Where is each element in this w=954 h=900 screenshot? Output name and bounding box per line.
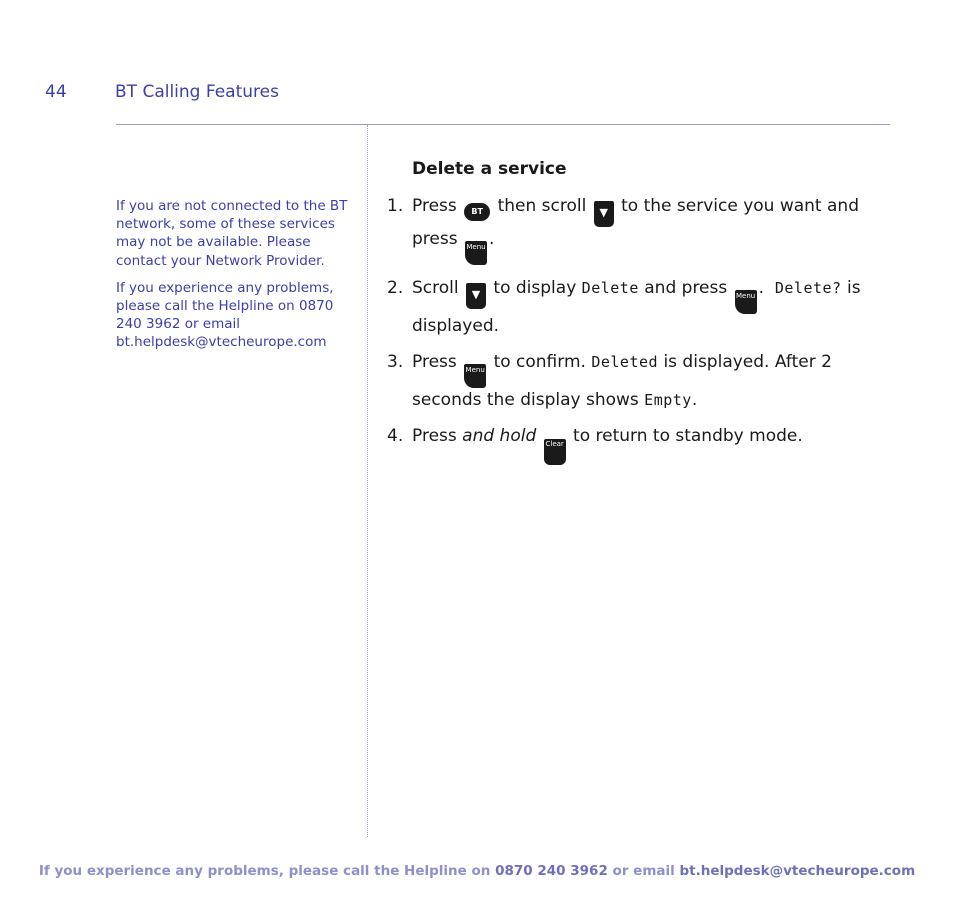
step-text: Scroll: [412, 278, 459, 298]
step-text: .: [758, 278, 765, 298]
clear-key-icon: Clear: [544, 439, 566, 465]
display-text: Empty: [644, 391, 692, 409]
step-1: [387, 194, 877, 265]
step-text: to confirm.: [493, 352, 586, 372]
helpline-phone: 0870 240 3962: [495, 863, 608, 879]
footer-helpline: [0, 863, 954, 879]
step-text: Press: [412, 426, 457, 446]
footer-text: If you experience any problems, please call the Helpline on: [38, 863, 491, 879]
menu-key-icon: Menu: [465, 241, 487, 265]
step-text: to return to standby mode.: [573, 426, 803, 446]
header-divider: [116, 124, 890, 125]
step-number: 1.: [387, 196, 404, 216]
sidebar-note-helpline: If you experience any problems, please call the Helpline on 0870 240 3962 or email bt.helpdesk@vtecheurope.com: [116, 279, 334, 351]
footer-text: or email: [612, 863, 675, 879]
sidebar-note-network: If you are not connected to the BT network, some of these services may not be available. Please contact your Network Provider.: [116, 198, 348, 269]
bt-key-icon: BT: [464, 203, 490, 221]
step-2: [387, 276, 877, 339]
step-number: 3.: [387, 352, 404, 372]
step-number: 2.: [387, 278, 404, 298]
menu-key-icon: Menu: [464, 364, 486, 388]
step-text: is displayed.: [412, 278, 861, 336]
sidebar-notes: [116, 197, 356, 361]
menu-key-icon: Menu: [735, 290, 757, 314]
section-title: BT Calling Features: [115, 82, 279, 102]
display-text: Delete?: [774, 279, 842, 297]
step-text: .: [489, 229, 495, 249]
step-text: is displayed. After 2 seconds the display shows: [412, 352, 832, 410]
step-text: then scroll: [497, 196, 587, 216]
step-text: and press: [644, 278, 728, 298]
instructions: [387, 157, 877, 476]
step-3: [387, 350, 877, 413]
step-4: [387, 424, 877, 465]
page-number: 44: [45, 82, 67, 102]
step-text: Press: [412, 196, 457, 216]
emphasis-text: and hold: [462, 426, 537, 446]
step-text: to the service you want and press: [412, 196, 859, 249]
display-text: Deleted: [591, 353, 659, 371]
step-text: Press: [412, 352, 457, 372]
scroll-down-key-icon: ▼: [466, 283, 486, 309]
column-divider: [367, 125, 368, 837]
display-text: Delete: [581, 279, 639, 297]
step-text: .: [691, 390, 698, 410]
step-text: to display: [493, 278, 577, 298]
step-number: 4.: [387, 426, 404, 446]
section-heading: Delete a service: [412, 159, 567, 179]
helpdesk-email: bt.helpdesk@vtecheurope.com: [679, 863, 916, 879]
scroll-down-key-icon: ▼: [594, 201, 614, 227]
